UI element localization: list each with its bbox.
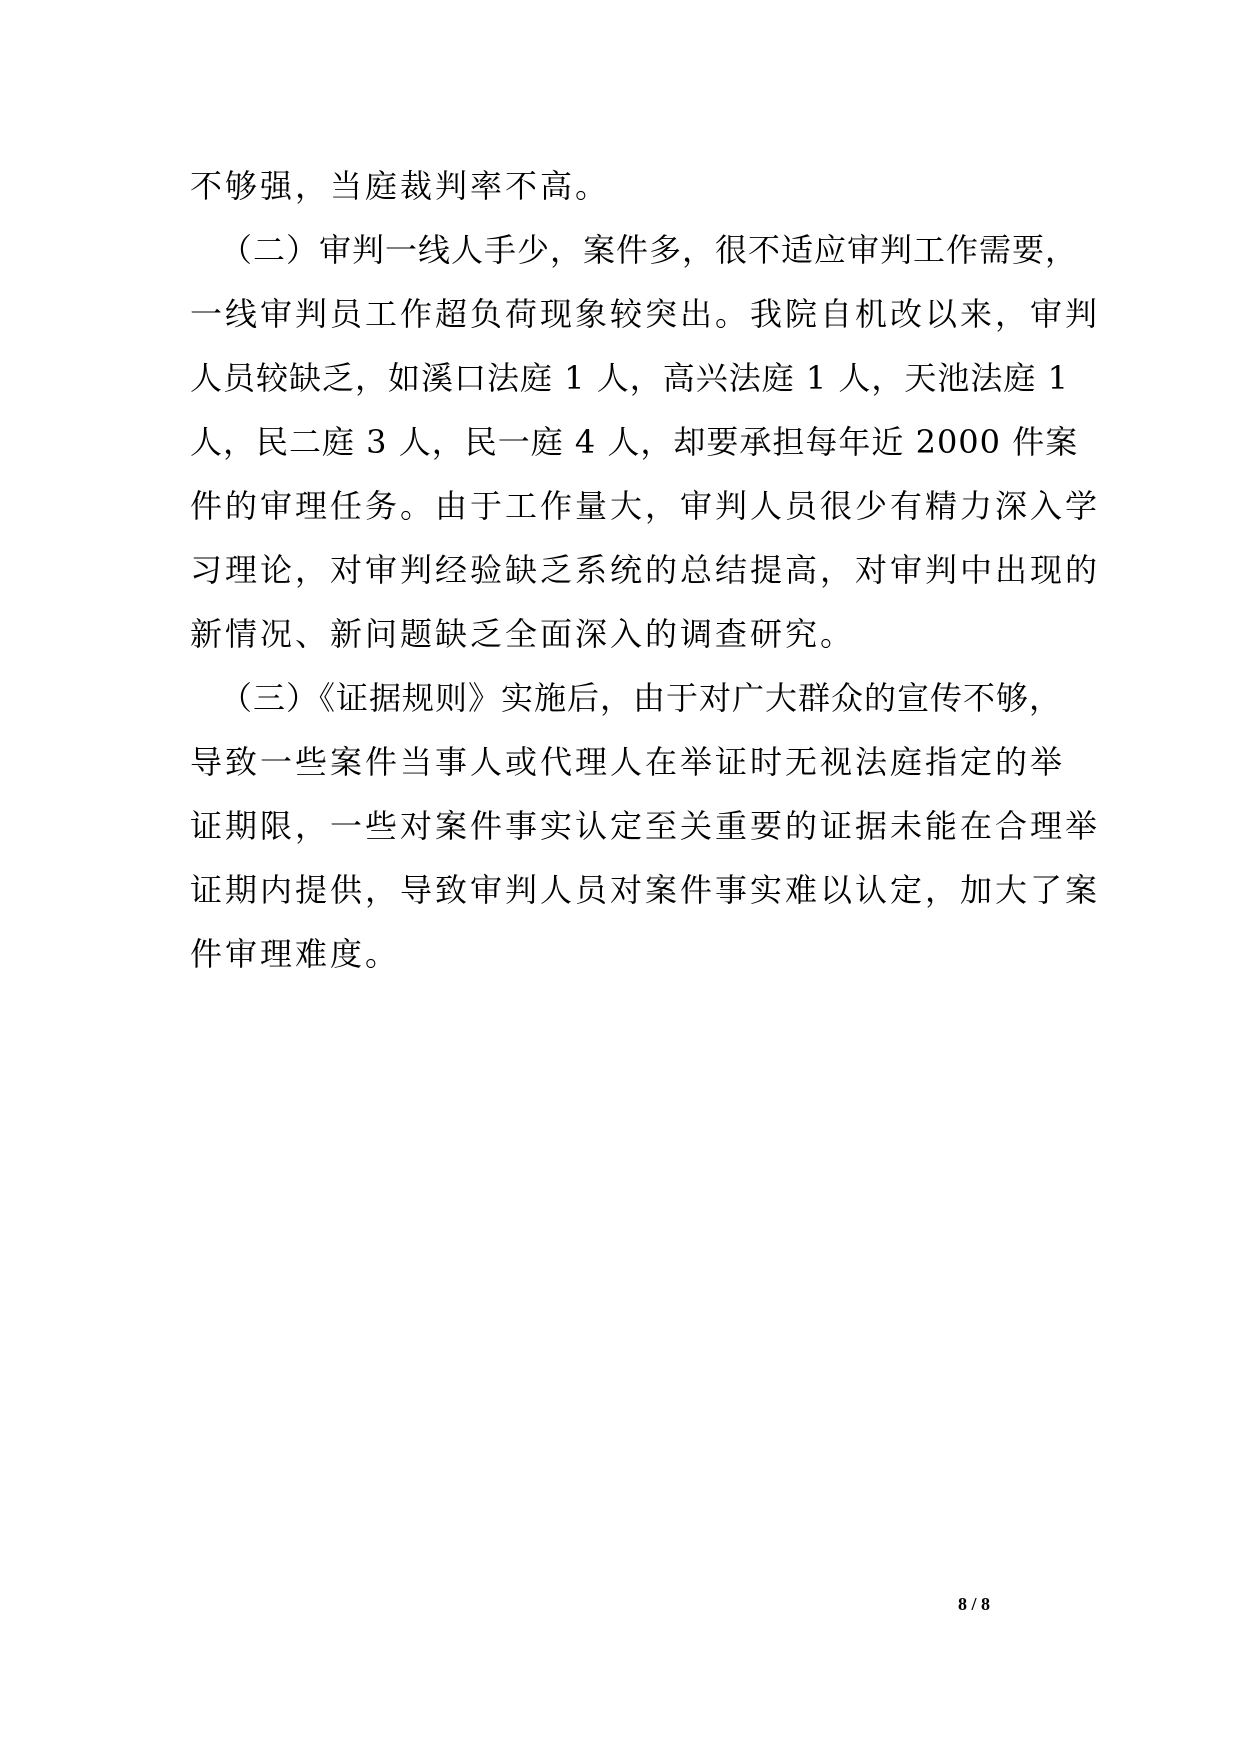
body-text [190, 154, 1101, 986]
text-line: 人员较缺乏，如溪口法庭 1 人，高兴法庭 1 人，天池法庭 1 [190, 359, 1069, 397]
paragraph-2-first-line: （二）审判一线人手少，案件多，很不适应审判工作需要， [220, 231, 1079, 269]
paragraph-3-first-line: （三）《证据规则》实施后，由于对广大群众的宣传不够， [220, 679, 1063, 717]
text-line: 件审理难度。 [190, 935, 401, 973]
text-line: 证期限，一些对案件事实认定至关重要的证据未能在合理举 [190, 807, 1101, 845]
text-line: 证期内提供，导致审判人员对案件事实难以认定，加大了案 [190, 871, 1101, 909]
text-line: 习理论，对审判经验缺乏系统的总结提高，对审判中出现的 [190, 551, 1101, 589]
text-line: 导致一些案件当事人或代理人在举证时无视法庭指定的举 [190, 743, 1066, 781]
text-line: 件的审理任务。由于工作量大，审判人员很少有精力深入学 [190, 487, 1101, 525]
text-line: 新情况、新问题缺乏全面深入的调查研究。 [190, 615, 856, 653]
text-line: 不够强，当庭裁判率不高。 [190, 167, 611, 205]
text-line: 人，民二庭 3 人，民一庭 4 人，却要承担每年近 2000 件案 [190, 423, 1079, 461]
text-line: 一线审判员工作超负荷现象较突出。我院自机改以来，审判 [190, 295, 1101, 333]
page-number: 8 / 8 [958, 1594, 991, 1614]
